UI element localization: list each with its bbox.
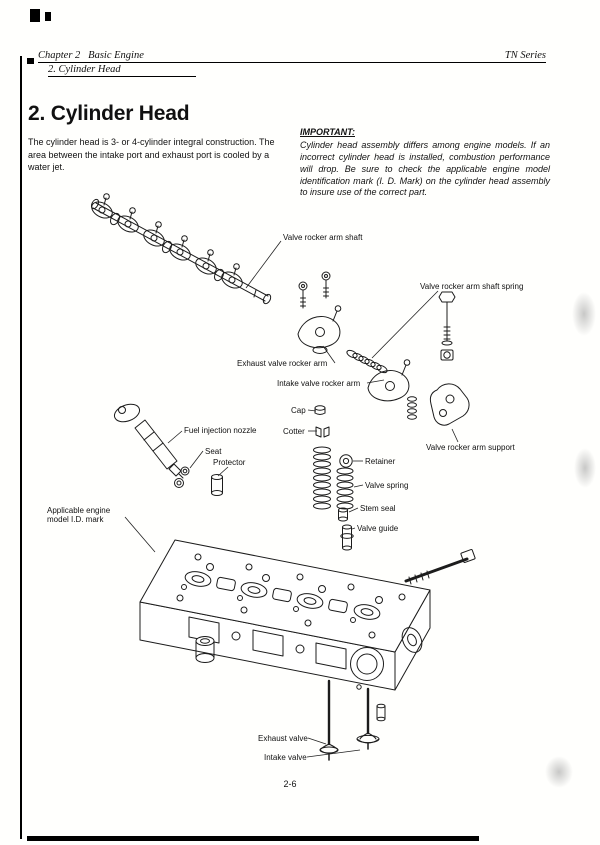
- valve-spring-a: [314, 447, 331, 509]
- diagram-label-exhaust-valve-rocker-arm: Exhaust valve rocker arm: [237, 359, 328, 368]
- cylinder-head-block: [140, 540, 430, 690]
- diagram-label-cap: Cap: [291, 406, 306, 415]
- important-body: Cylinder head assembly differs among engine models. If an incorrect cylinder head is installed, combustion performance will drop. Be sure to check the applicable engine model identification mark (I. D. Mark) on the cylinder head assembly to insure use of the correct part.: [300, 139, 550, 198]
- rocker-arm-shaft-assembly: [89, 194, 272, 305]
- chapter-title: Chapter 2 Basic Engine: [38, 50, 144, 61]
- valve-retainer: [340, 455, 352, 467]
- nozzle-protector: [212, 475, 223, 496]
- diagram-label-cotter: Cotter: [283, 427, 305, 436]
- diagram-label-seat: Seat: [205, 447, 222, 456]
- diagram-label-valve-rocker-arm-shaft-spring: Valve rocker arm shaft spring: [420, 282, 524, 291]
- valve-spring-b: [337, 468, 353, 509]
- rocker-arm-shaft-spring: [346, 349, 389, 374]
- valve-rocker-arm-support: [430, 384, 469, 425]
- valve-cotter: [316, 427, 329, 437]
- support-spring: [408, 397, 417, 419]
- diagram-label-valve-guide: Valve guide: [357, 524, 399, 533]
- diagram-label-applicable-engine-model-id-mark: Applicable engine model I.D. mark: [47, 506, 111, 525]
- diagram-label-intake-valve-rocker-arm: Intake valve rocker arm: [277, 379, 361, 388]
- support-bolt: [439, 292, 455, 345]
- stem-seal: [339, 508, 348, 521]
- diagram-label-exhaust-valve: Exhaust valve: [258, 734, 308, 743]
- head-stud: [406, 549, 475, 584]
- important-title: IMPORTANT:: [300, 127, 355, 137]
- diagram-label-intake-valve: Intake valve: [264, 753, 307, 762]
- diagram-label-stem-seal: Stem seal: [360, 504, 396, 513]
- intro-paragraph: The cylinder head is 3- or 4-cylinder integral construction. The area between the intake port and exhaust port is cooled by a water jet.: [28, 137, 275, 173]
- series-title: TN Series: [504, 50, 546, 61]
- diagram-label-retainer: Retainer: [365, 457, 396, 466]
- page-title: 2. Cylinder Head: [28, 102, 190, 126]
- intake-valve: [357, 689, 379, 749]
- valve-guide: [341, 525, 353, 550]
- diagram-label-valve-spring: Valve spring: [365, 481, 409, 490]
- page-number: 2-6: [283, 779, 297, 789]
- exhaust-valve-rocker-arm: [298, 306, 341, 354]
- lower-valve-guide: [357, 685, 385, 721]
- rocker-shaft-bolts: [299, 272, 330, 308]
- diagram-label-valve-rocker-arm-support: Valve rocker arm support: [426, 443, 515, 452]
- diagram-label-valve-rocker-arm-shaft: Valve rocker arm shaft: [283, 233, 363, 242]
- valve-cap: [315, 406, 325, 415]
- diagram-label-fuel-injection-nozzle: Fuel injection nozzle: [184, 426, 257, 435]
- leader-lines: [125, 241, 458, 757]
- section-title: 2. Cylinder Head: [48, 64, 196, 77]
- diagram-label-protector: Protector: [213, 458, 246, 467]
- support-nut: [441, 350, 453, 360]
- exhaust-valve: [320, 681, 338, 760]
